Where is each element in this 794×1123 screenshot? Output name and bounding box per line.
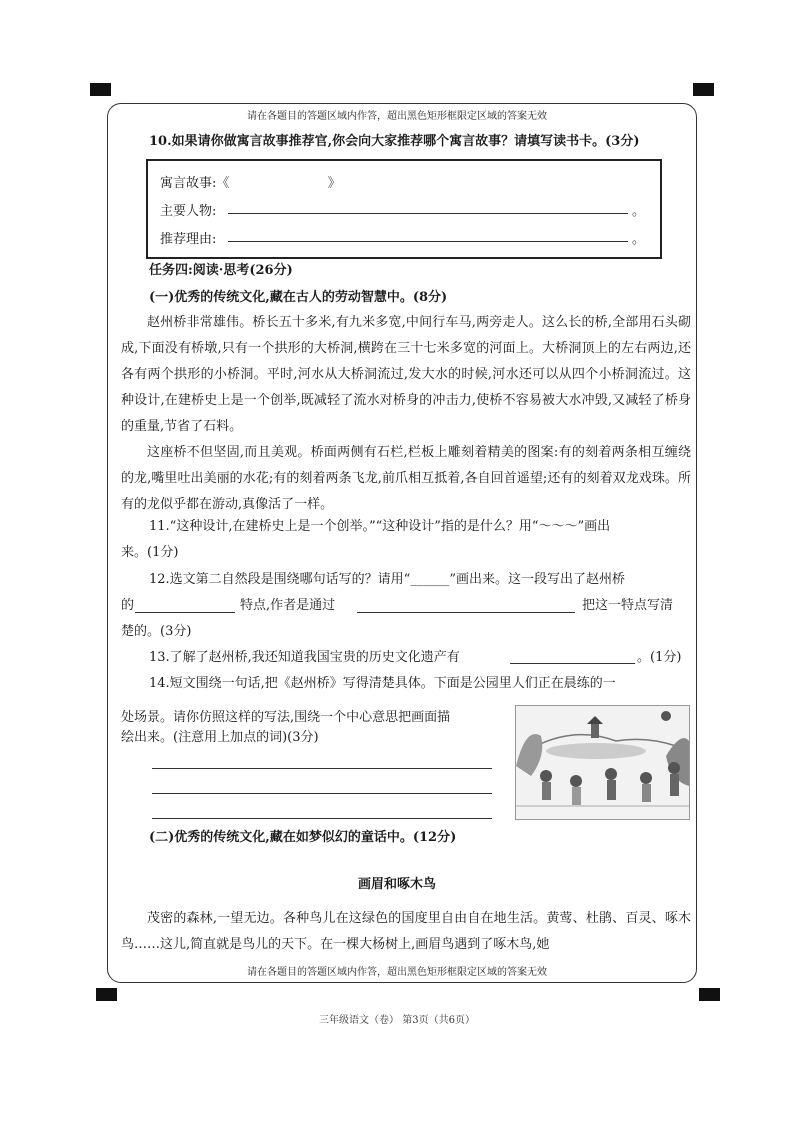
reason-period: 。	[632, 232, 646, 247]
question-12-line2a: 的	[121, 598, 135, 613]
question-11-line1: 11.“这种设计,在建桥史上是一个创举。”“这种设计”指的是什么？用“～～～”画出	[149, 519, 611, 534]
question-11-line2: 来。(1分)	[121, 545, 179, 560]
passage2-title: 画眉和啄木鸟	[357, 877, 436, 892]
card-row-story	[160, 172, 341, 191]
footer-notice: 请在各题目的答题区域内作答，超出黑色矩形框限定区域的答案无效	[247, 967, 547, 978]
card-row-reason	[160, 228, 216, 247]
registration-mark-bottom-left	[96, 988, 117, 1001]
characters-label: 主要人物:	[160, 204, 217, 219]
card-row-characters	[160, 200, 216, 219]
question-13: 13.了解了赵州桥,我还知道我国宝贵的历史文化遗产有	[149, 650, 460, 665]
section1-title: (一)优秀的传统文化,藏在古人的劳动智慧中。(8分)	[149, 290, 448, 305]
question-12-line2c: 把这一特点写清	[582, 598, 674, 613]
q12-blank-feature[interactable]	[135, 612, 235, 613]
header-notice: 请在各题目的答题区域内作答，超出黑色矩形框限定区域的答案无效	[247, 111, 547, 122]
q14-answer-line-3[interactable]	[152, 818, 492, 819]
page-footer: 三年级语文（卷） 第3页（共6页）	[319, 1015, 475, 1026]
passage1-paragraph2: 这座桥不但坚固,而且美观。桥面两侧有石栏,栏板上雕刻着精美的图案:有的刻着两条相互缠绕的龙,嘴里吐出美丽的水花;有的刻着两条飞龙,前爪相互抵着,各自回首遥望;还有的刻着双龙戏珠。所有的龙似乎都在游动,真像活了一样。	[121, 445, 691, 512]
story-label: 寓言故事:《	[160, 176, 230, 191]
question-14-line2: 处场景。请你仿照这样的写法,围绕一个中心意思把画面描	[121, 710, 451, 725]
question-10: 10.如果请你做寓言故事推荐官,你会向大家推荐哪个寓言故事？请填写读书卡。(3分)	[149, 134, 640, 149]
question-12-line3: 楚的。(3分)	[121, 624, 192, 639]
characters-blank[interactable]	[228, 213, 628, 214]
passage1-paragraph1: 赵州桥非常雄伟。桥长五十多米,有九米多宽,中间行车马,两旁走人。这么长的桥,全部用石头砌成,下面没有桥墩,只有一个拱形的大桥洞,横跨在三十七米多宽的河面上。大桥洞顶上的左右两边,还各有两个拱形的小桥洞。平时,河水从大桥洞流过,发大水的时候,河水还可以从四个小桥洞流过。这种设计,在建桥史上是一个创举,既减轻了流水对桥身的冲击力,使桥不容易被大水冲毁,又减轻了桥身的重量,节省了石料。	[121, 315, 691, 434]
park-morning-exercise-illustration	[515, 705, 690, 820]
task4-title: 任务四:阅读·思考(26分)	[149, 263, 293, 278]
story-close: 》	[327, 176, 341, 191]
reason-blank[interactable]	[228, 241, 628, 242]
reading-card	[146, 159, 662, 259]
characters-period: 。	[632, 204, 646, 219]
question-12-line1: 12.选文第二自然段是围绕哪句话写的？请用“______”画出来。这一段写出了赵州桥	[149, 572, 625, 587]
passage2-paragraph1: 茂密的森林,一望无边。各种鸟儿在这绿色的国度里自由自在地生活。黄莺、杜鹃、百灵、啄木鸟……这儿,简直就是鸟儿的天下。在一棵大杨树上,画眉鸟遇到了啄木鸟,她	[121, 911, 691, 952]
section2-title: (二)优秀的传统文化,藏在如梦似幻的童话中。(12分)	[149, 830, 457, 845]
park-scene-drawing	[516, 706, 689, 819]
q13-blank[interactable]	[510, 663, 635, 664]
q12-blank-method[interactable]	[357, 612, 575, 613]
q14-answer-line-1[interactable]	[152, 768, 492, 769]
registration-mark-top-left	[90, 83, 111, 96]
registration-mark-bottom-right	[699, 988, 720, 1001]
question-12-line2b: 特点,作者是通过	[240, 598, 336, 613]
question-13-end: 。(1分)	[637, 650, 682, 665]
question-14-line3: 绘出来。(注意用上加点的词)(3分)	[121, 730, 319, 745]
question-14-line1: 14.短文围绕一句话,把《赵州桥》写得清楚具体。下面是公园里人们正在晨练的一	[149, 676, 616, 691]
registration-mark-top-right	[693, 83, 714, 96]
q14-answer-line-2[interactable]	[152, 793, 492, 794]
reason-label: 推荐理由:	[160, 232, 217, 247]
